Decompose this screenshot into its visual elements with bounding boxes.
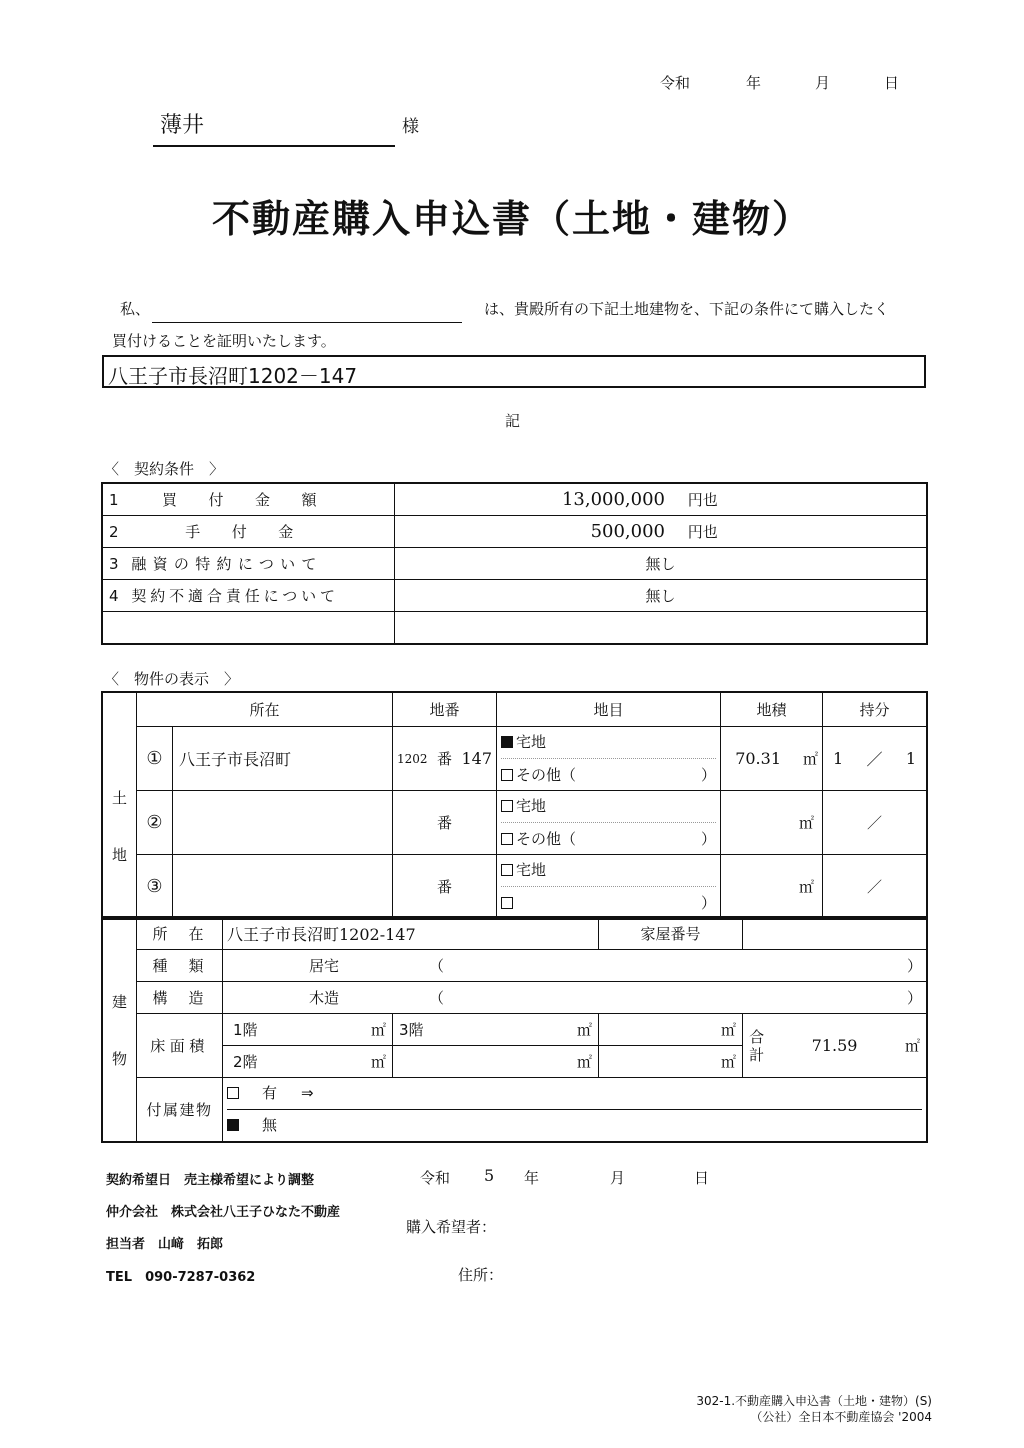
table-row bbox=[103, 548, 927, 580]
land-area-value: 70.31 bbox=[735, 749, 781, 768]
land-table bbox=[102, 692, 927, 919]
land-num: ① bbox=[137, 727, 173, 791]
contract-date-note: 売主様希望により調整 bbox=[184, 1173, 315, 1188]
land-location-3[interactable] bbox=[173, 855, 393, 919]
floor-2-cell[interactable] bbox=[223, 1046, 393, 1078]
lot-a: 1202 bbox=[397, 751, 428, 766]
land-area-1[interactable] bbox=[721, 727, 823, 791]
land-label-bottom: 地 bbox=[111, 845, 127, 864]
liability-label: 契約不適合責任について bbox=[131, 587, 339, 605]
header-area: 地積 bbox=[721, 693, 823, 727]
sqm-unit: ㎡ bbox=[370, 1053, 386, 1071]
building-label-bottom: 物 bbox=[111, 1049, 127, 1068]
category-option-residential[interactable] bbox=[501, 855, 716, 886]
building-location-label: 所 在 bbox=[137, 918, 223, 950]
sqm-unit: ㎡ bbox=[721, 1053, 737, 1071]
close-paren: ） bbox=[701, 766, 717, 784]
tel-label: TEL bbox=[106, 1270, 133, 1285]
contract-label-cell bbox=[103, 484, 395, 516]
table-row bbox=[103, 484, 927, 516]
buyer-date-era: 令和 bbox=[420, 1169, 451, 1187]
close-paren: ） bbox=[907, 989, 923, 1007]
ban-label: 番 bbox=[437, 750, 453, 768]
checkbox-icon bbox=[227, 1087, 239, 1099]
table-row bbox=[103, 791, 927, 855]
share-a: 1 bbox=[833, 749, 844, 768]
contract-date-label: 契約希望日 bbox=[106, 1173, 172, 1188]
table-row bbox=[103, 693, 927, 727]
building-label-top: 建 bbox=[111, 992, 127, 1011]
lot-b: 147 bbox=[461, 749, 492, 768]
recipient-underline bbox=[153, 145, 395, 147]
category-option-residential[interactable] bbox=[501, 727, 716, 758]
deposit: 500,000 bbox=[590, 521, 665, 542]
buyer-label: 購入希望者： bbox=[406, 1218, 497, 1236]
floor-3-cell[interactable] bbox=[393, 1014, 599, 1046]
header-share: 持分 bbox=[823, 693, 927, 727]
share-slash: ／ bbox=[867, 814, 883, 832]
share-b: 1 bbox=[905, 749, 916, 768]
land-share-2[interactable] bbox=[823, 791, 927, 855]
land-share-3[interactable] bbox=[823, 855, 927, 919]
checkbox-icon bbox=[501, 897, 513, 909]
total-area-cell[interactable] bbox=[743, 1014, 927, 1078]
price-unit: 円也 bbox=[687, 491, 718, 509]
table-row bbox=[103, 727, 927, 791]
ban-label: 番 bbox=[437, 878, 453, 896]
option-label: 宅地 bbox=[516, 733, 547, 751]
building-structure: 木造 bbox=[309, 989, 340, 1007]
annex-no-label: 無 bbox=[262, 1116, 278, 1134]
land-num: ③ bbox=[137, 855, 173, 919]
annex-options bbox=[223, 1078, 927, 1142]
option-label: その他（ bbox=[516, 830, 577, 848]
close-paren: ） bbox=[701, 894, 717, 912]
annex-label: 付属建物 bbox=[137, 1078, 223, 1142]
building-table bbox=[102, 917, 927, 1142]
annex-yes-label: 有 bbox=[262, 1084, 278, 1102]
checkbox-icon bbox=[501, 833, 513, 845]
option-label: その他（ bbox=[516, 766, 577, 784]
floor-3-label: 3階 bbox=[399, 1021, 424, 1039]
sqm-unit: ㎡ bbox=[799, 878, 815, 896]
table-row bbox=[103, 1078, 927, 1142]
contract-label-cell bbox=[103, 580, 395, 612]
arrow-icon: ⇒ bbox=[301, 1084, 314, 1102]
ban-label: 番 bbox=[437, 814, 453, 832]
land-share-1[interactable] bbox=[823, 727, 927, 791]
recipient-name: 薄井 bbox=[160, 113, 205, 138]
buyer-date-month: 月 bbox=[610, 1169, 626, 1187]
sqm-unit: ㎡ bbox=[905, 1037, 921, 1055]
floor-5-cell[interactable] bbox=[599, 1046, 743, 1078]
staff-name: 山﨑 拓郎 bbox=[158, 1237, 224, 1252]
deposit-cell[interactable] bbox=[395, 516, 927, 548]
date-month: 月 bbox=[815, 74, 831, 92]
applicant-name-line[interactable] bbox=[152, 322, 462, 323]
loan-clause-label: 融資の特約について bbox=[131, 555, 323, 573]
deposit-unit: 円也 bbox=[687, 523, 718, 541]
row-number: 1 bbox=[109, 491, 119, 509]
land-label-top: 土 bbox=[111, 788, 127, 807]
floor-extra-cell[interactable] bbox=[599, 1014, 743, 1046]
land-location-1[interactable]: 八王子市長沼町 bbox=[173, 727, 393, 791]
land-location-2[interactable] bbox=[173, 791, 393, 855]
contract-heading: 〈 契約条件 〉 bbox=[104, 460, 225, 478]
land-side-label bbox=[103, 693, 137, 919]
staff-row bbox=[106, 1233, 223, 1252]
tel-row bbox=[106, 1266, 255, 1285]
option-label: 宅地 bbox=[516, 861, 547, 879]
share-slash: ／ bbox=[866, 750, 883, 769]
row-number: 3 bbox=[109, 555, 119, 573]
table-row bbox=[103, 612, 927, 644]
building-side-label bbox=[103, 918, 137, 1142]
total-area: 71.59 bbox=[811, 1036, 858, 1055]
date-year: 年 bbox=[746, 74, 762, 92]
total-label-a: 合 bbox=[749, 1027, 765, 1046]
house-number-label: 家屋番号 bbox=[599, 918, 743, 950]
table-row bbox=[103, 580, 927, 612]
agency-name: 株式会社八王子ひなた不動産 bbox=[171, 1205, 341, 1220]
intro-prefix: 私、 bbox=[120, 300, 151, 318]
sqm-unit: ㎡ bbox=[803, 750, 819, 768]
buyer-date-year: 年 bbox=[524, 1169, 540, 1187]
sqm-unit: ㎡ bbox=[721, 1021, 737, 1039]
purchase-price: 13,000,000 bbox=[561, 489, 665, 510]
intro-text-2: 買付けることを証明いたします。 bbox=[112, 332, 336, 350]
annex-option-no[interactable] bbox=[227, 1110, 922, 1141]
agency-label: 仲介会社 bbox=[106, 1205, 159, 1220]
buyer-date-year-num: 5 bbox=[484, 1166, 495, 1185]
table-row bbox=[103, 855, 927, 919]
deposit-label: 手 付 金 bbox=[185, 523, 302, 541]
building-structure-label: 構 造 bbox=[137, 982, 223, 1014]
property-address-box bbox=[102, 355, 926, 388]
land-category-2 bbox=[497, 791, 721, 855]
staff-label: 担当者 bbox=[106, 1237, 146, 1252]
house-number[interactable] bbox=[743, 918, 927, 950]
building-type-cell[interactable] bbox=[223, 950, 927, 982]
land-lot-1[interactable] bbox=[393, 727, 497, 791]
form-code-1: 302-1.不動産購入申込書（土地・建物）(S) bbox=[696, 1394, 932, 1408]
checkbox-checked-icon bbox=[501, 736, 513, 748]
floor-1-cell[interactable] bbox=[223, 1014, 393, 1046]
open-paren: （ bbox=[429, 989, 445, 1007]
sqm-unit: ㎡ bbox=[577, 1053, 593, 1071]
page-title: 不動産購入申込書（土地・建物） bbox=[211, 197, 812, 241]
total-label-b: 計 bbox=[749, 1045, 765, 1064]
liability-value: 無し bbox=[645, 587, 676, 605]
loan-clause-cell[interactable] bbox=[395, 548, 927, 580]
tel-number: 090-7287-0362 bbox=[145, 1270, 256, 1285]
contract-table bbox=[102, 483, 927, 644]
land-category-1 bbox=[497, 727, 721, 791]
open-paren: （ bbox=[429, 957, 445, 975]
option-label: 宅地 bbox=[516, 797, 547, 815]
header-lot: 地番 bbox=[393, 693, 497, 727]
floor-area-label: 床面積 bbox=[137, 1014, 223, 1078]
property-address: 八王子市長沼町1202－147 bbox=[108, 364, 358, 388]
purchase-price-cell[interactable] bbox=[395, 484, 927, 516]
close-paren: ） bbox=[907, 957, 923, 975]
buyer-date-day: 日 bbox=[694, 1169, 710, 1187]
checkbox-icon bbox=[501, 864, 513, 876]
table-row bbox=[103, 982, 927, 1014]
agency-row bbox=[106, 1201, 340, 1220]
sqm-unit: ㎡ bbox=[370, 1021, 386, 1039]
category-option-other[interactable] bbox=[501, 822, 716, 854]
share-slash: ／ bbox=[867, 878, 883, 896]
ki-label: 記 bbox=[505, 412, 521, 430]
liability-cell[interactable] bbox=[395, 580, 927, 612]
checkbox-checked-icon bbox=[227, 1119, 239, 1131]
empty-cell[interactable] bbox=[395, 612, 927, 644]
contract-label bbox=[123, 489, 363, 510]
close-paren: ） bbox=[701, 830, 717, 848]
building-type: 居宅 bbox=[309, 957, 340, 975]
table-row bbox=[103, 950, 927, 982]
table-row bbox=[103, 1014, 927, 1046]
empty-cell bbox=[103, 612, 395, 644]
checkbox-icon bbox=[501, 800, 513, 812]
row-number: 4 bbox=[109, 587, 119, 605]
row-number: 2 bbox=[109, 523, 119, 541]
floor-1-label: 1階 bbox=[233, 1021, 258, 1039]
sqm-unit: ㎡ bbox=[577, 1021, 593, 1039]
contract-label bbox=[123, 521, 363, 542]
land-lot-3[interactable] bbox=[393, 855, 497, 919]
contract-date-row bbox=[106, 1169, 314, 1188]
table-row bbox=[103, 516, 927, 548]
land-area-3[interactable] bbox=[721, 855, 823, 919]
header-location: 所在 bbox=[137, 693, 393, 727]
contract-label-cell bbox=[103, 516, 395, 548]
floor-2-label: 2階 bbox=[233, 1053, 258, 1071]
land-area-2[interactable] bbox=[721, 791, 823, 855]
land-num: ② bbox=[137, 791, 173, 855]
checkbox-icon bbox=[501, 769, 513, 781]
building-structure-cell[interactable] bbox=[223, 982, 927, 1014]
form-code-2: （公社）全日本不動産協会 '2004 bbox=[750, 1410, 932, 1424]
sqm-unit: ㎡ bbox=[799, 814, 815, 832]
date-era: 令和 bbox=[660, 74, 691, 92]
land-lot-2[interactable] bbox=[393, 791, 497, 855]
land-category-3 bbox=[497, 855, 721, 919]
intro-text-1: は、貴殿所有の下記土地建物を、下記の条件にて購入したく bbox=[484, 300, 890, 318]
category-option-other[interactable] bbox=[501, 758, 716, 790]
property-heading: 〈 物件の表示 〉 bbox=[104, 670, 240, 688]
buyer-address-label: 住所： bbox=[458, 1266, 504, 1284]
purchase-price-label: 買 付 金 額 bbox=[161, 491, 325, 509]
category-option-residential[interactable] bbox=[501, 791, 716, 822]
table-row bbox=[103, 918, 927, 950]
loan-clause-value: 無し bbox=[645, 555, 676, 573]
floor-4-cell[interactable] bbox=[393, 1046, 599, 1078]
recipient-honorific: 様 bbox=[402, 117, 419, 137]
header-category: 地目 bbox=[497, 693, 721, 727]
building-location[interactable]: 八王子市長沼町1202-147 bbox=[223, 918, 599, 950]
date-day: 日 bbox=[884, 74, 900, 92]
contract-label-cell bbox=[103, 548, 395, 580]
annex-option-yes[interactable] bbox=[227, 1078, 922, 1110]
building-type-label: 種 類 bbox=[137, 950, 223, 982]
category-option-other[interactable] bbox=[501, 886, 716, 918]
